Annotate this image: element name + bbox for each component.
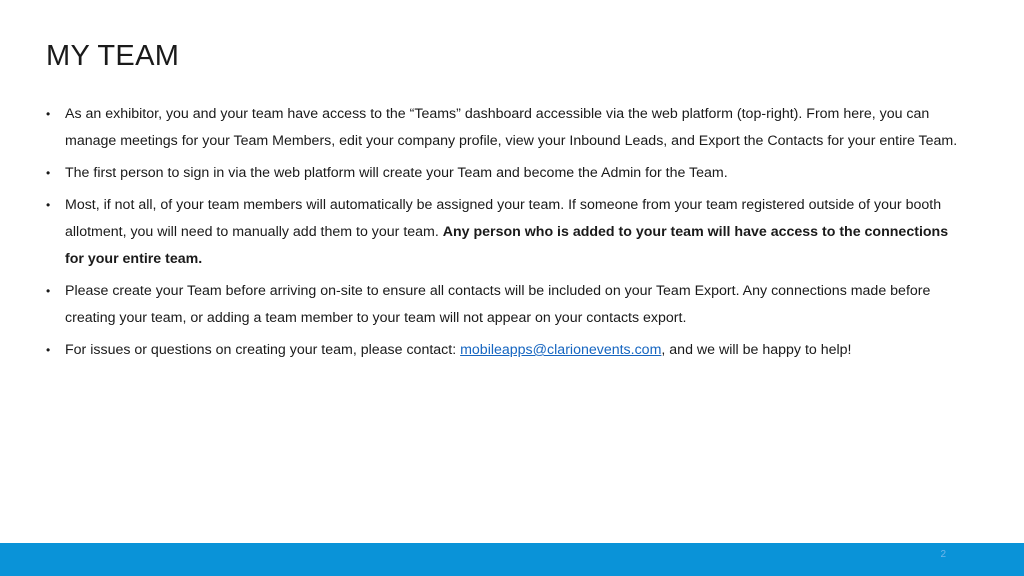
bullet-text: Most, if not all, of your team members will automatically be assigned your team. If someone from your team registered outside of your booth allotment, you will need to manually add them to your team. — [65, 197, 942, 240]
bullet-item-first-sign-in — [46, 160, 964, 187]
bullet-text: For issues or questions on creating your team, please contact: — [65, 342, 461, 358]
footer-bar — [0, 543, 1024, 576]
bullet-text: The first person to sign in via the web platform will create your Team and become the Admin for the Team. — [65, 165, 728, 181]
bullet-icon: • — [46, 198, 51, 212]
bullet-item-teams-dashboard — [46, 101, 964, 155]
bullet-item-contact-support — [46, 337, 964, 364]
bullet-text: As an exhibitor, you and your team have access to the “Teams” dashboard accessible via the web platform (top-right). From here, you can manage meetings for your Team Members, edit your company profile, view your Inbound Leads, and Export the Contacts for your entire Team. — [65, 106, 958, 149]
bullet-bold-text: Any person who is added to your team will have access to the connections for your entire team. — [65, 224, 949, 267]
support-email-link[interactable]: mobileapps@clarionevents.com — [460, 342, 662, 358]
bullet-item-team-assignment — [46, 192, 964, 273]
bullet-list — [46, 101, 964, 369]
bullet-text: Please create your Team before arriving on-site to ensure all contacts will be included on your Team Export. Any connections made before creating your team, or adding a team member to your team will not appear on your contacts export. — [65, 283, 931, 326]
slide-title: MY TEAM — [46, 40, 180, 72]
bullet-icon: • — [46, 166, 51, 180]
bullet-icon: • — [46, 107, 51, 121]
bullet-icon: • — [46, 284, 51, 298]
bullet-text-after: , and we will be happy to help! — [661, 342, 852, 358]
bullet-icon: • — [46, 343, 51, 357]
page-number: 2 — [940, 549, 946, 560]
bullet-item-create-before-arriving — [46, 278, 964, 332]
